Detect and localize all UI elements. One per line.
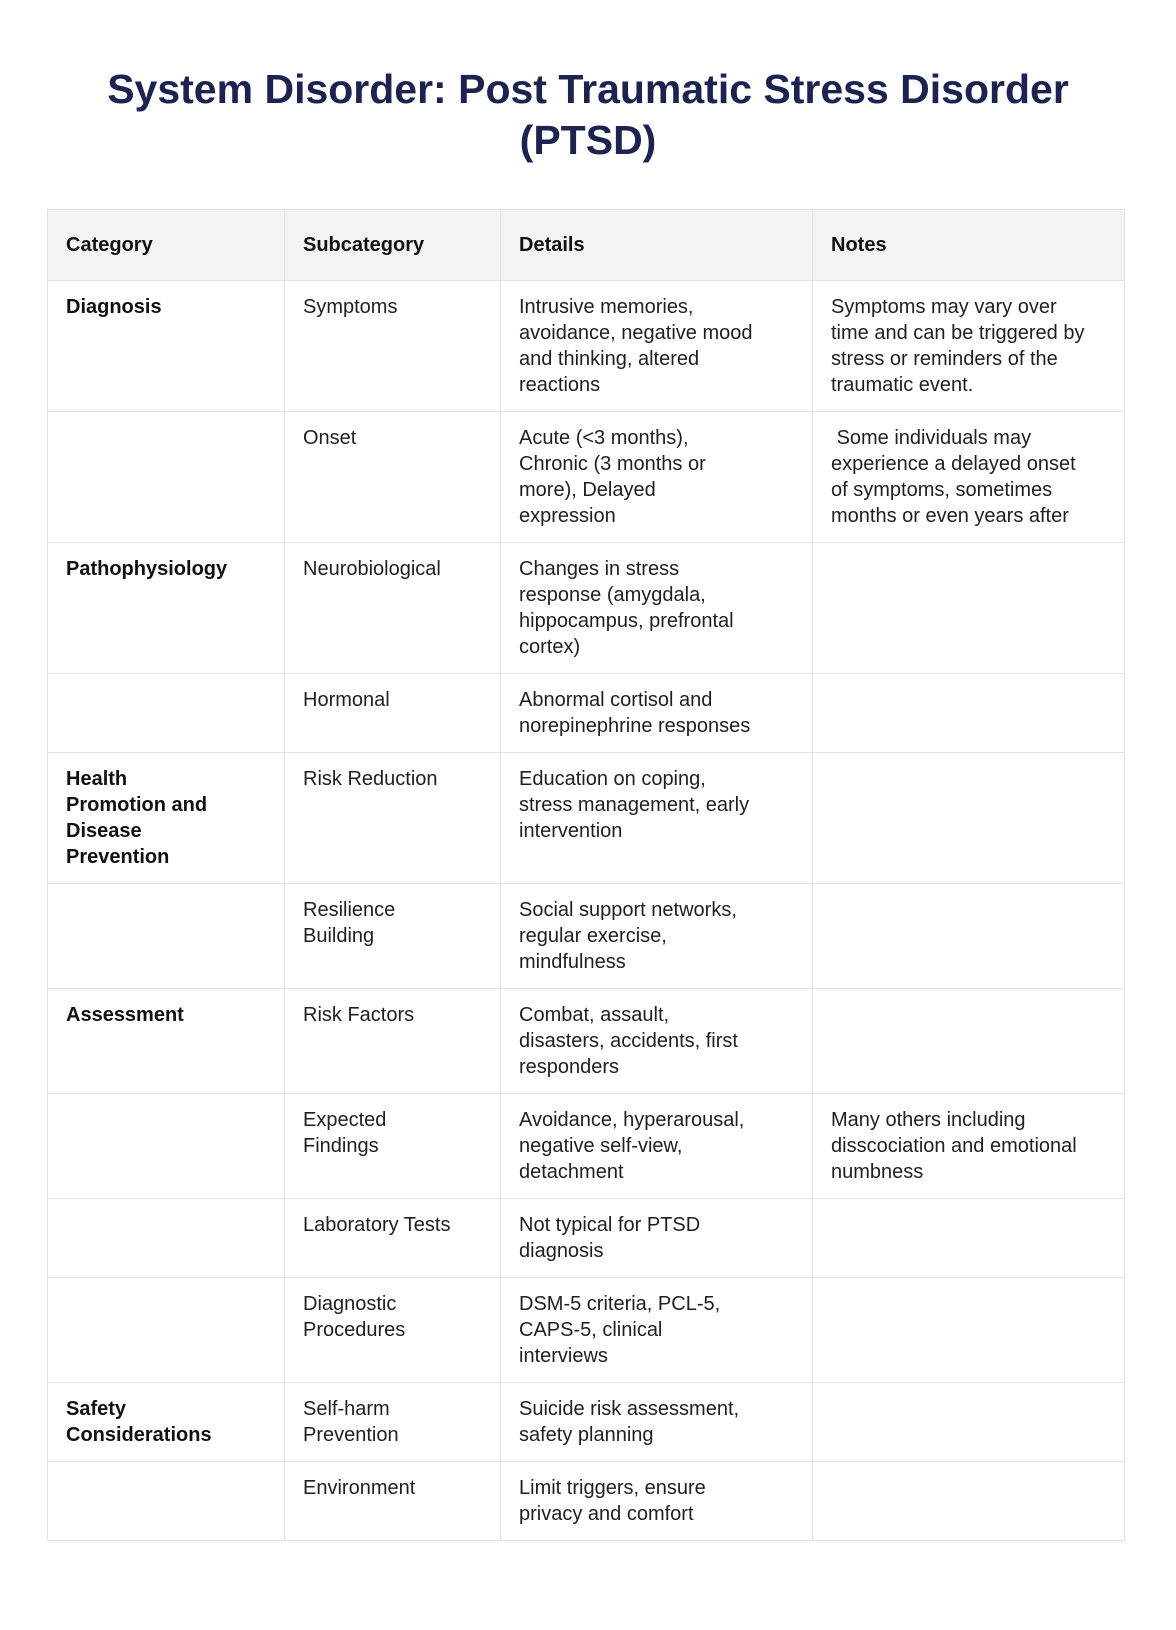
cell-notes: [813, 752, 1125, 883]
cell-details: Combat, assault, disasters, accidents, first responders: [501, 988, 813, 1093]
cell-subcategory: Self-harm Prevention: [285, 1382, 501, 1461]
cell-details: Abnormal cortisol and norepinephrine responses: [501, 673, 813, 752]
cell-notes: [813, 673, 1125, 752]
table-row: [48, 988, 1125, 1093]
cell-subcategory: Diagnostic Procedures: [285, 1277, 501, 1382]
table-header-row: [48, 209, 1125, 280]
cell-notes: Symptoms may vary over time and can be triggered by stress or reminders of the traumatic event.: [813, 280, 1125, 411]
cell-subcategory: Laboratory Tests: [285, 1198, 501, 1277]
cell-details: Suicide risk assessment, safety planning: [501, 1382, 813, 1461]
column-header-details: Details: [501, 209, 813, 280]
column-header-notes: Notes: [813, 209, 1125, 280]
table-row: [48, 411, 1125, 542]
cell-notes: [813, 1382, 1125, 1461]
cell-category: [48, 1198, 285, 1277]
table-row: [48, 673, 1125, 752]
table-row: [48, 542, 1125, 673]
cell-details: Not typical for PTSD diagnosis: [501, 1198, 813, 1277]
cell-category: Health Promotion and Disease Prevention: [48, 752, 285, 883]
column-header-category: Category: [48, 209, 285, 280]
cell-subcategory: Resilience Building: [285, 883, 501, 988]
cell-details: Education on coping, stress management, early intervention: [501, 752, 813, 883]
cell-details: Limit triggers, ensure privacy and comfort: [501, 1461, 813, 1540]
cell-subcategory: Neurobiological: [285, 542, 501, 673]
cell-category: [48, 883, 285, 988]
table-row: [48, 1093, 1125, 1198]
cell-category: [48, 673, 285, 752]
cell-category: Assessment: [48, 988, 285, 1093]
ptsd-system-disorder-table: [47, 209, 1125, 1541]
cell-notes: [813, 883, 1125, 988]
cell-category: [48, 411, 285, 542]
table-row: [48, 1277, 1125, 1382]
table-row: [48, 883, 1125, 988]
cell-notes: Some individuals may experience a delayed onset of symptoms, sometimes months or even years after: [813, 411, 1125, 542]
cell-category: Safety Considerations: [48, 1382, 285, 1461]
cell-subcategory: Hormonal: [285, 673, 501, 752]
cell-notes: [813, 542, 1125, 673]
cell-notes: [813, 1277, 1125, 1382]
cell-notes: Many others including disscociation and emotional numbness: [813, 1093, 1125, 1198]
cell-subcategory: Risk Reduction: [285, 752, 501, 883]
cell-subcategory: Onset: [285, 411, 501, 542]
table-row: [48, 1198, 1125, 1277]
table-row: [48, 1382, 1125, 1461]
cell-details: Social support networks, regular exercise, mindfulness: [501, 883, 813, 988]
cell-details: Changes in stress response (amygdala, hippocampus, prefrontal cortex): [501, 542, 813, 673]
table-row: [48, 1461, 1125, 1540]
cell-subcategory: Environment: [285, 1461, 501, 1540]
cell-category: [48, 1277, 285, 1382]
cell-category: [48, 1093, 285, 1198]
cell-notes: [813, 988, 1125, 1093]
cell-notes: [813, 1198, 1125, 1277]
cell-category: Pathophysiology: [48, 542, 285, 673]
cell-subcategory: Risk Factors: [285, 988, 501, 1093]
cell-subcategory: Symptoms: [285, 280, 501, 411]
table-row: [48, 752, 1125, 883]
table-row: [48, 280, 1125, 411]
cell-details: Acute (<3 months), Chronic (3 months or more), Delayed expression: [501, 411, 813, 542]
cell-subcategory: Expected Findings: [285, 1093, 501, 1198]
cell-notes: [813, 1461, 1125, 1540]
cell-details: Avoidance, hyperarousal, negative self-view, detachment: [501, 1093, 813, 1198]
column-header-subcategory: Subcategory: [285, 209, 501, 280]
cell-details: DSM-5 criteria, PCL-5, CAPS-5, clinical interviews: [501, 1277, 813, 1382]
cell-category: [48, 1461, 285, 1540]
cell-details: Intrusive memories, avoidance, negative mood and thinking, altered reactions: [501, 280, 813, 411]
cell-category: Diagnosis: [48, 280, 285, 411]
page-title: System Disorder: Post Traumatic Stress Disorder (PTSD): [107, 66, 1069, 164]
